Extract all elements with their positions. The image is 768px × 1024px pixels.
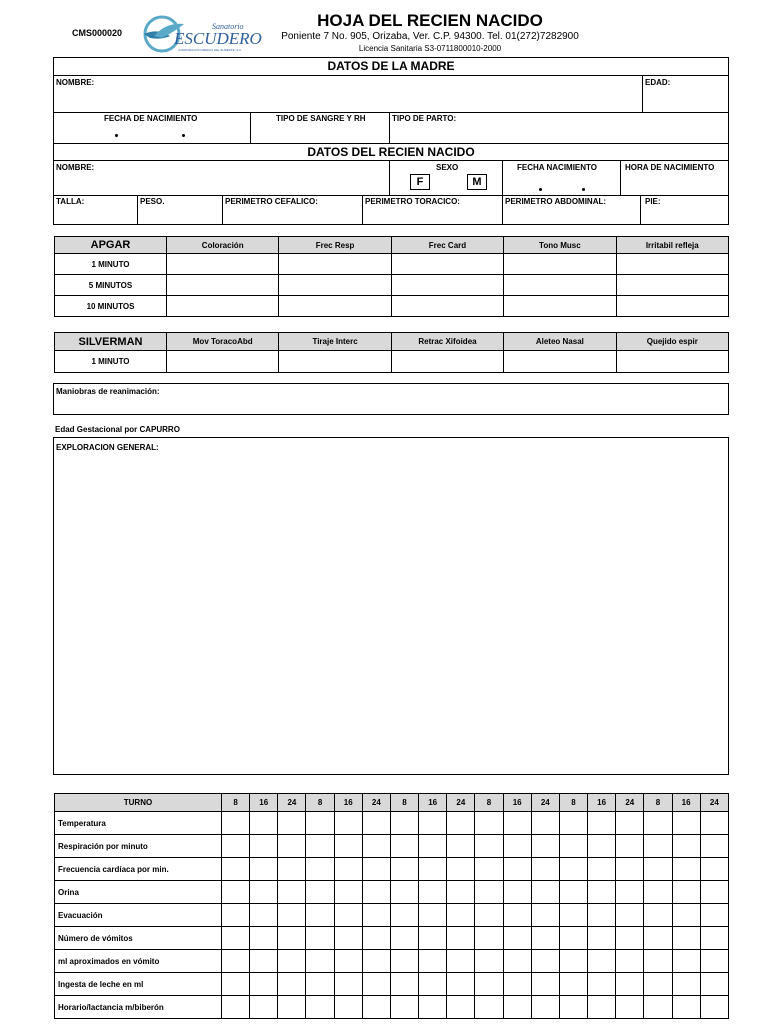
vitals-cell[interactable] bbox=[362, 927, 390, 950]
vitals-cell[interactable] bbox=[700, 812, 728, 835]
vitals-cell[interactable] bbox=[503, 835, 531, 858]
apgar-cell[interactable] bbox=[279, 254, 391, 275]
vitals-cell[interactable] bbox=[588, 950, 616, 973]
vitals-cell[interactable] bbox=[390, 835, 418, 858]
table-row bbox=[55, 927, 729, 950]
vitals-cell[interactable] bbox=[362, 881, 390, 904]
hour-header: 24 bbox=[700, 794, 728, 812]
rn-nombre-label[interactable]: NOMBRE: bbox=[56, 163, 95, 172]
silverman-table bbox=[54, 332, 729, 373]
vitals-cell[interactable] bbox=[700, 881, 728, 904]
vitals-cell[interactable] bbox=[588, 904, 616, 927]
vitals-cell[interactable] bbox=[250, 973, 278, 996]
vitals-cell[interactable] bbox=[390, 858, 418, 881]
table-row bbox=[55, 881, 729, 904]
vitals-row-label: Evacuación bbox=[55, 904, 222, 927]
vitals-cell[interactable] bbox=[475, 927, 503, 950]
vitals-cell[interactable] bbox=[447, 812, 475, 835]
silverman-col-mov: Mov ToracoAbd bbox=[167, 333, 279, 351]
vitals-cell[interactable] bbox=[250, 904, 278, 927]
vitals-cell[interactable] bbox=[475, 881, 503, 904]
vitals-row-label: Ingesta de leche en ml bbox=[55, 973, 222, 996]
vitals-cell[interactable] bbox=[503, 973, 531, 996]
vitals-cell[interactable] bbox=[334, 858, 362, 881]
vitals-cell[interactable] bbox=[644, 973, 672, 996]
apgar-cell[interactable] bbox=[504, 254, 616, 275]
vitals-cell[interactable] bbox=[419, 835, 447, 858]
vitals-cell[interactable] bbox=[588, 927, 616, 950]
apgar-cell[interactable] bbox=[504, 296, 616, 317]
vitals-row-label: ml aproximados en vómito bbox=[55, 950, 222, 973]
vitals-cell[interactable] bbox=[306, 904, 334, 927]
vitals-cell[interactable] bbox=[278, 835, 306, 858]
vitals-cell[interactable] bbox=[475, 973, 503, 996]
apgar-cell[interactable] bbox=[391, 254, 503, 275]
vitals-cell[interactable] bbox=[278, 973, 306, 996]
vitals-cell[interactable] bbox=[419, 881, 447, 904]
vitals-cell[interactable] bbox=[250, 812, 278, 835]
rn-cefalico-label[interactable]: PERIMETRO CEFALICO: bbox=[225, 197, 318, 206]
vitals-cell[interactable] bbox=[616, 881, 644, 904]
vitals-cell[interactable] bbox=[250, 927, 278, 950]
apgar-cell[interactable] bbox=[616, 254, 728, 275]
apgar-cell[interactable] bbox=[167, 275, 279, 296]
madre-fecha-label[interactable]: FECHA DE NACIMIENTO bbox=[104, 114, 198, 123]
vitals-cell[interactable] bbox=[278, 904, 306, 927]
vitals-row-label: Número de vómitos bbox=[55, 927, 222, 950]
vitals-cell[interactable] bbox=[559, 881, 587, 904]
apgar-header: APGAR bbox=[55, 237, 167, 254]
vitals-cell[interactable] bbox=[644, 996, 672, 1019]
vitals-cell[interactable] bbox=[503, 858, 531, 881]
apgar-cell[interactable] bbox=[616, 275, 728, 296]
rn-hora-label[interactable]: HORA DE NACIMIENTO bbox=[625, 163, 715, 172]
table-row bbox=[55, 812, 729, 835]
apgar-row-label: 5 MINUTOS bbox=[55, 275, 167, 296]
vitals-cell[interactable] bbox=[250, 996, 278, 1019]
vitals-cell[interactable] bbox=[616, 904, 644, 927]
silverman-col-aleteo: Aleteo Nasal bbox=[504, 333, 616, 351]
vitals-cell[interactable] bbox=[334, 904, 362, 927]
vitals-cell[interactable] bbox=[250, 950, 278, 973]
vitals-cell[interactable] bbox=[559, 950, 587, 973]
vitals-cell[interactable] bbox=[503, 927, 531, 950]
silverman-cell[interactable] bbox=[391, 351, 503, 373]
silverman-col-tiraje: Tiraje Interc bbox=[279, 333, 391, 351]
vitals-cell[interactable] bbox=[278, 950, 306, 973]
hour-header: 16 bbox=[419, 794, 447, 812]
rn-abdominal-label[interactable]: PERIMETRO ABDOMINAL: bbox=[505, 197, 607, 206]
license: Licencia Sanitaria S3-0711800010-2000 bbox=[358, 44, 502, 53]
table-row bbox=[55, 835, 729, 858]
vitals-cell[interactable] bbox=[447, 996, 475, 1019]
vitals-cell[interactable] bbox=[531, 904, 559, 927]
vitals-cell[interactable] bbox=[306, 927, 334, 950]
vitals-row-label: Orina bbox=[55, 881, 222, 904]
vitals-cell[interactable] bbox=[250, 858, 278, 881]
vitals-cell[interactable] bbox=[559, 812, 587, 835]
vitals-cell[interactable] bbox=[588, 996, 616, 1019]
apgar-row-label: 1 MINUTO bbox=[55, 254, 167, 275]
vitals-cell[interactable] bbox=[362, 950, 390, 973]
exploracion-label: EXPLORACION GENERAL: bbox=[56, 443, 159, 452]
hour-header: 16 bbox=[503, 794, 531, 812]
vitals-cell[interactable] bbox=[531, 950, 559, 973]
vitals-cell[interactable] bbox=[447, 881, 475, 904]
hour-header: 8 bbox=[559, 794, 587, 812]
address: Poniente 7 No. 905, Orizaba, Ver. C.P. 94300. Tel. 01(272)7282900 bbox=[281, 31, 579, 42]
vitals-cell[interactable] bbox=[672, 858, 700, 881]
vitals-cell[interactable] bbox=[644, 812, 672, 835]
vitals-cell[interactable] bbox=[306, 973, 334, 996]
maniobras-field[interactable] bbox=[53, 383, 729, 415]
madre-parto-label[interactable]: TIPO DE PARTO: bbox=[392, 114, 457, 123]
vitals-cell[interactable] bbox=[222, 927, 250, 950]
vitals-cell[interactable] bbox=[334, 927, 362, 950]
vitals-cell[interactable] bbox=[503, 881, 531, 904]
vitals-cell[interactable] bbox=[531, 927, 559, 950]
vitals-cell[interactable] bbox=[278, 858, 306, 881]
vitals-cell[interactable] bbox=[700, 858, 728, 881]
hour-header: 16 bbox=[672, 794, 700, 812]
vitals-cell[interactable] bbox=[644, 950, 672, 973]
vitals-cell[interactable] bbox=[588, 973, 616, 996]
hour-header: 24 bbox=[531, 794, 559, 812]
vitals-cell[interactable] bbox=[222, 973, 250, 996]
apgar-cell[interactable] bbox=[504, 275, 616, 296]
vitals-cell[interactable] bbox=[616, 996, 644, 1019]
vitals-row-label: Temperatura bbox=[55, 812, 222, 835]
page-title: HOJA DEL RECIEN NACIDO bbox=[317, 11, 543, 30]
vitals-cell[interactable] bbox=[362, 996, 390, 1019]
vitals-cell[interactable] bbox=[503, 904, 531, 927]
rn-peso-label[interactable]: PESO. bbox=[140, 197, 165, 206]
apgar-col-frec-resp: Frec Resp bbox=[279, 237, 391, 254]
vitals-cell[interactable] bbox=[700, 973, 728, 996]
personal-data-box bbox=[53, 57, 729, 225]
vitals-cell[interactable] bbox=[362, 904, 390, 927]
vitals-cell[interactable] bbox=[334, 973, 362, 996]
vitals-cell[interactable] bbox=[362, 973, 390, 996]
table-row bbox=[55, 973, 729, 996]
vitals-cell[interactable] bbox=[531, 835, 559, 858]
vitals-cell[interactable] bbox=[700, 927, 728, 950]
logo bbox=[140, 14, 262, 56]
table-row bbox=[55, 351, 729, 373]
vitals-cell[interactable] bbox=[306, 881, 334, 904]
vitals-cell[interactable] bbox=[447, 904, 475, 927]
logo-top: Sanatorio bbox=[212, 22, 244, 31]
apgar-cell[interactable] bbox=[616, 296, 728, 317]
vitals-cell[interactable] bbox=[306, 858, 334, 881]
vitals-cell[interactable] bbox=[419, 858, 447, 881]
vitals-cell[interactable] bbox=[278, 881, 306, 904]
vitals-cell[interactable] bbox=[419, 927, 447, 950]
sexo-f-checkbox[interactable]: F bbox=[410, 174, 430, 190]
maniobras-label: Maniobras de reanimación: bbox=[56, 387, 160, 396]
silverman-row-label: 1 MINUTO bbox=[55, 351, 167, 373]
vitals-cell[interactable] bbox=[644, 904, 672, 927]
vitals-cell[interactable] bbox=[475, 904, 503, 927]
vitals-cell[interactable] bbox=[616, 858, 644, 881]
vitals-cell[interactable] bbox=[390, 973, 418, 996]
sexo-m-checkbox[interactable]: M bbox=[467, 174, 487, 190]
hour-header: 8 bbox=[475, 794, 503, 812]
vitals-cell[interactable] bbox=[700, 950, 728, 973]
hour-header: 24 bbox=[616, 794, 644, 812]
vitals-cell[interactable] bbox=[306, 812, 334, 835]
vitals-cell[interactable] bbox=[559, 996, 587, 1019]
logo-sub: CORPORACION MEDICA DEL SURESTE, S.C. bbox=[178, 48, 243, 52]
vitals-cell[interactable] bbox=[588, 812, 616, 835]
vitals-cell[interactable] bbox=[419, 950, 447, 973]
table-row bbox=[55, 996, 729, 1019]
vitals-cell[interactable] bbox=[672, 835, 700, 858]
apgar-row-label: 10 MINUTOS bbox=[55, 296, 167, 317]
vitals-cell[interactable] bbox=[222, 812, 250, 835]
vitals-cell[interactable] bbox=[362, 858, 390, 881]
apgar-col-coloracion: Coloración bbox=[167, 237, 279, 254]
vitals-cell[interactable] bbox=[700, 835, 728, 858]
hour-header: 8 bbox=[222, 794, 250, 812]
vitals-cell[interactable] bbox=[390, 904, 418, 927]
vitals-cell[interactable] bbox=[644, 927, 672, 950]
silverman-cell[interactable] bbox=[616, 351, 728, 373]
vitals-cell[interactable] bbox=[362, 812, 390, 835]
madre-sangre-label[interactable]: TIPO DE SANGRE Y RH bbox=[276, 114, 366, 123]
hour-header: 8 bbox=[306, 794, 334, 812]
vitals-cell[interactable] bbox=[503, 996, 531, 1019]
vitals-cell[interactable] bbox=[419, 973, 447, 996]
vitals-cell[interactable] bbox=[362, 835, 390, 858]
vitals-cell[interactable] bbox=[419, 904, 447, 927]
vitals-cell[interactable] bbox=[475, 858, 503, 881]
vitals-row-label: Respiración por minuto bbox=[55, 835, 222, 858]
logo-name: ESCUDERO bbox=[174, 29, 262, 48]
hour-header: 24 bbox=[362, 794, 390, 812]
vitals-cell[interactable] bbox=[616, 812, 644, 835]
vitals-cell[interactable] bbox=[531, 881, 559, 904]
vitals-cell[interactable] bbox=[334, 835, 362, 858]
vitals-cell[interactable] bbox=[672, 973, 700, 996]
apgar-cell[interactable] bbox=[279, 296, 391, 317]
vitals-cell[interactable] bbox=[334, 881, 362, 904]
vitals-cell[interactable] bbox=[419, 996, 447, 1019]
vitals-cell[interactable] bbox=[644, 858, 672, 881]
silverman-header: SILVERMAN bbox=[55, 333, 167, 351]
vitals-cell[interactable] bbox=[475, 996, 503, 1019]
hour-header: 16 bbox=[588, 794, 616, 812]
apgar-cell[interactable] bbox=[167, 254, 279, 275]
vitals-cell[interactable] bbox=[559, 904, 587, 927]
vitals-table bbox=[54, 793, 729, 1019]
apgar-table bbox=[54, 236, 729, 317]
vitals-cell[interactable] bbox=[672, 927, 700, 950]
rn-talla-label[interactable]: TALLA: bbox=[56, 197, 85, 206]
vitals-cell[interactable] bbox=[278, 996, 306, 1019]
vitals-cell[interactable] bbox=[531, 812, 559, 835]
vitals-cell[interactable] bbox=[672, 996, 700, 1019]
vitals-row-label: Horario/lactancia m/biberón bbox=[55, 996, 222, 1019]
apgar-cell[interactable] bbox=[279, 275, 391, 296]
hour-header: 8 bbox=[390, 794, 418, 812]
table-row bbox=[55, 275, 729, 296]
vitals-cell[interactable] bbox=[588, 835, 616, 858]
vitals-cell[interactable] bbox=[559, 858, 587, 881]
vitals-cell[interactable] bbox=[475, 812, 503, 835]
table-row bbox=[55, 254, 729, 275]
vitals-cell[interactable] bbox=[447, 835, 475, 858]
vitals-cell[interactable] bbox=[644, 835, 672, 858]
vitals-cell[interactable] bbox=[588, 858, 616, 881]
apgar-cell[interactable] bbox=[391, 275, 503, 296]
vitals-cell[interactable] bbox=[559, 835, 587, 858]
silverman-cell[interactable] bbox=[504, 351, 616, 373]
vitals-cell[interactable] bbox=[250, 881, 278, 904]
apgar-col-irritabil: Irritabil refleja bbox=[616, 237, 728, 254]
vitals-cell[interactable] bbox=[531, 858, 559, 881]
vitals-cell[interactable] bbox=[250, 835, 278, 858]
vitals-cell[interactable] bbox=[447, 927, 475, 950]
vitals-cell[interactable] bbox=[700, 996, 728, 1019]
vitals-cell[interactable] bbox=[390, 812, 418, 835]
vitals-cell[interactable] bbox=[672, 812, 700, 835]
silverman-cell[interactable] bbox=[167, 351, 279, 373]
hour-header: 16 bbox=[334, 794, 362, 812]
table-row bbox=[55, 950, 729, 973]
silverman-col-retrac: Retrac Xifoidea bbox=[391, 333, 503, 351]
vitals-cell[interactable] bbox=[390, 927, 418, 950]
exploracion-field[interactable] bbox=[53, 437, 729, 775]
vitals-cell[interactable] bbox=[503, 950, 531, 973]
vitals-cell[interactable] bbox=[559, 973, 587, 996]
vitals-cell[interactable] bbox=[616, 973, 644, 996]
turno-header: TURNO bbox=[55, 794, 222, 812]
rn-toracico-label[interactable]: PERIMETRO TORACICO: bbox=[365, 197, 460, 206]
vitals-cell[interactable] bbox=[447, 973, 475, 996]
vitals-cell[interactable] bbox=[306, 835, 334, 858]
rn-pie-label[interactable]: PIE: bbox=[645, 197, 661, 206]
vitals-cell[interactable] bbox=[390, 881, 418, 904]
vitals-cell[interactable] bbox=[616, 950, 644, 973]
vitals-cell[interactable] bbox=[222, 904, 250, 927]
vitals-cell[interactable] bbox=[222, 996, 250, 1019]
vitals-cell[interactable] bbox=[672, 950, 700, 973]
hour-header: 24 bbox=[447, 794, 475, 812]
section-title-madre: DATOS DE LA MADRE bbox=[327, 59, 455, 73]
rn-fecha-label[interactable]: FECHA NACIMIENTO bbox=[517, 163, 597, 172]
silverman-col-quejido: Quejido espir bbox=[616, 333, 728, 351]
table-row bbox=[55, 904, 729, 927]
table-row bbox=[55, 858, 729, 881]
vitals-cell[interactable] bbox=[559, 927, 587, 950]
apgar-col-tono-musc: Tono Musc bbox=[504, 237, 616, 254]
table-row bbox=[55, 296, 729, 317]
vitals-cell[interactable] bbox=[700, 904, 728, 927]
vitals-cell[interactable] bbox=[278, 927, 306, 950]
vitals-cell[interactable] bbox=[588, 881, 616, 904]
vitals-cell[interactable] bbox=[503, 812, 531, 835]
hour-header: 24 bbox=[278, 794, 306, 812]
vitals-cell[interactable] bbox=[390, 950, 418, 973]
vitals-cell[interactable] bbox=[419, 812, 447, 835]
vitals-cell[interactable] bbox=[222, 858, 250, 881]
vitals-cell[interactable] bbox=[616, 927, 644, 950]
form-code: CMS000020 bbox=[72, 28, 123, 38]
vitals-cell[interactable] bbox=[672, 904, 700, 927]
vitals-cell[interactable] bbox=[447, 858, 475, 881]
madre-nombre-label[interactable]: NOMBRE: bbox=[56, 78, 95, 87]
apgar-cell[interactable] bbox=[167, 296, 279, 317]
section-title-recien: DATOS DEL RECIEN NACIDO bbox=[307, 145, 475, 159]
rn-sexo-label: SEXO bbox=[436, 163, 459, 172]
vitals-cell[interactable] bbox=[531, 996, 559, 1019]
vitals-cell[interactable] bbox=[644, 881, 672, 904]
hour-header: 16 bbox=[250, 794, 278, 812]
vitals-cell[interactable] bbox=[222, 881, 250, 904]
vitals-cell[interactable] bbox=[447, 950, 475, 973]
vitals-cell[interactable] bbox=[475, 950, 503, 973]
vitals-cell[interactable] bbox=[616, 835, 644, 858]
apgar-col-frec-card: Frec Card bbox=[391, 237, 503, 254]
apgar-cell[interactable] bbox=[391, 296, 503, 317]
silverman-cell[interactable] bbox=[279, 351, 391, 373]
vitals-cell[interactable] bbox=[334, 996, 362, 1019]
hour-header: 8 bbox=[644, 794, 672, 812]
vitals-cell[interactable] bbox=[334, 812, 362, 835]
vitals-row-label: Frecuencia cardíaca por min. bbox=[55, 858, 222, 881]
vitals-cell[interactable] bbox=[222, 950, 250, 973]
vitals-cell[interactable] bbox=[672, 881, 700, 904]
vitals-cell[interactable] bbox=[306, 996, 334, 1019]
vitals-cell[interactable] bbox=[475, 835, 503, 858]
madre-edad-label[interactable]: EDAD: bbox=[645, 78, 671, 87]
capurro-label: Edad Gestacional por CAPURRO bbox=[55, 425, 180, 434]
vitals-cell[interactable] bbox=[306, 950, 334, 973]
vitals-cell[interactable] bbox=[531, 973, 559, 996]
vitals-cell[interactable] bbox=[278, 812, 306, 835]
vitals-cell[interactable] bbox=[222, 835, 250, 858]
vitals-cell[interactable] bbox=[390, 996, 418, 1019]
vitals-cell[interactable] bbox=[334, 950, 362, 973]
